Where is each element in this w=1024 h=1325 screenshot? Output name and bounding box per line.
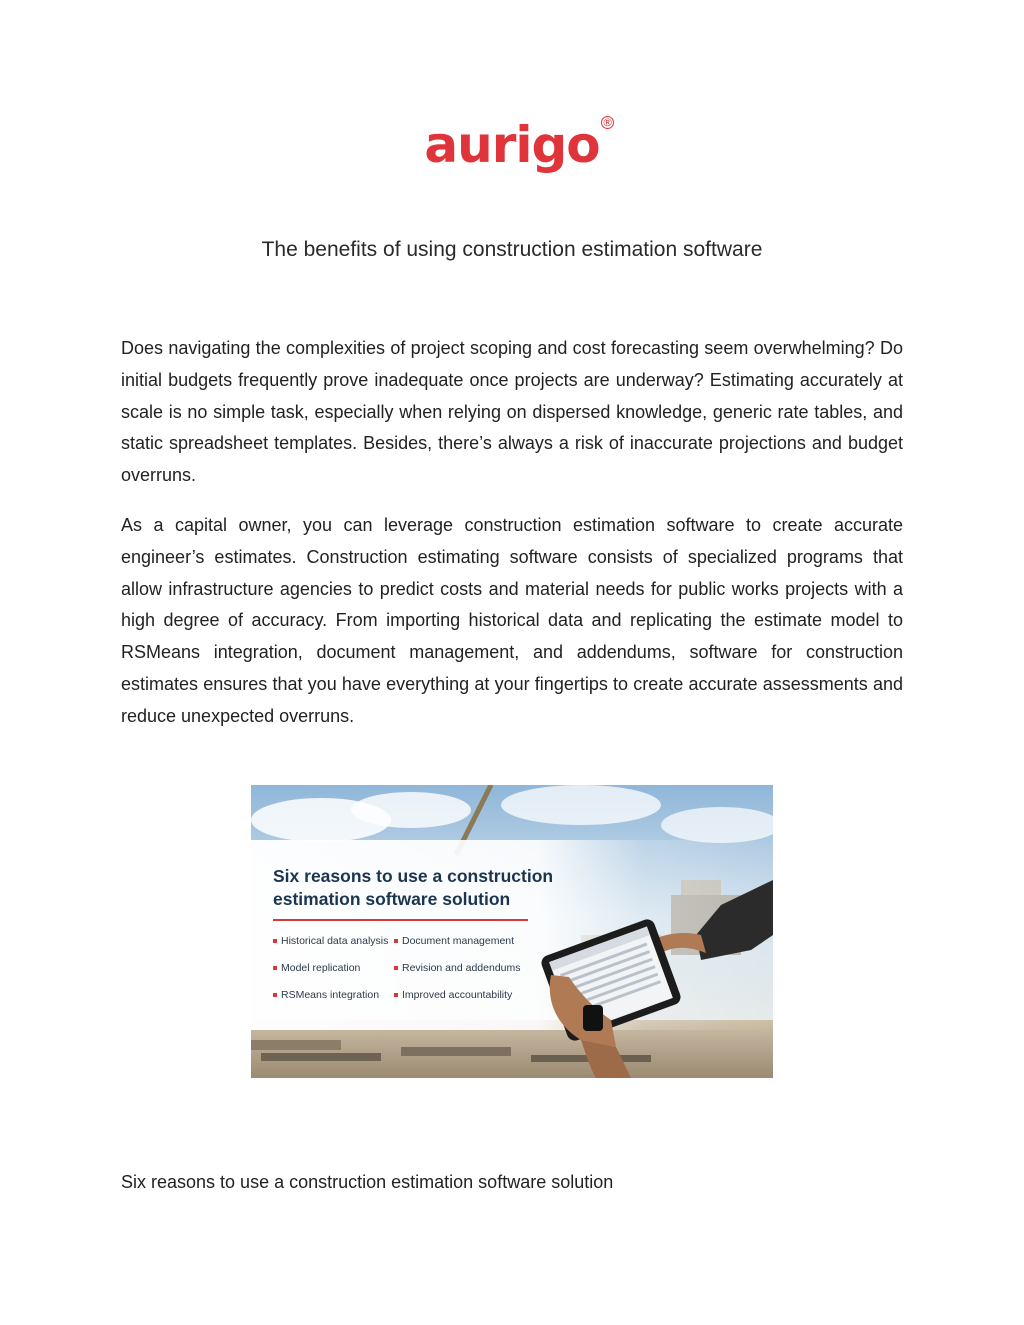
page-title: The benefits of using construction estimation software bbox=[261, 238, 763, 261]
body-paragraph: As a capital owner, you can leverage construction estimation software to create accurate engineer’s estimates. Construction estimating software consists of specialized programs that allow infrastructure agencies to predict costs and material needs for public works projects with a high degree of accuracy. From importing historical data and replicating the estimate model to RSMeans integration, document management, and addendums, software for construction estimates ensures that you have everything at your fingertips to create accurate assessments and reduce unexpected overruns. bbox=[121, 515, 903, 726]
bullet-icon bbox=[273, 966, 277, 970]
bullet-icon bbox=[273, 993, 277, 997]
reason-label: RSMeans integration bbox=[281, 989, 380, 1001]
intro-paragraph: Does navigating the complexities of project scoping and cost forecasting seem overwhelming? Do initial budgets frequently prove inadequate once projects are underway? Estimating accurately at scale is no simple task, especially when relying on dispersed knowledge, generic rate tables, and static spreadsheet templates. Besides, there’s always a risk of inaccurate projections and budget overruns. bbox=[121, 338, 903, 486]
reason-label: Historical data analysis bbox=[281, 935, 389, 947]
bullet-icon bbox=[394, 966, 398, 970]
photo-background bbox=[251, 785, 773, 1078]
reason-label: Improved accountability bbox=[402, 989, 513, 1001]
logo-wordmark bbox=[424, 110, 613, 180]
infographic-image bbox=[251, 785, 773, 1078]
reason-item bbox=[273, 935, 388, 947]
reason-item bbox=[394, 989, 512, 1001]
infographic-title-line-1: Six reasons to use a construction bbox=[273, 866, 554, 886]
infographic-title-line-2: estimation software solution bbox=[273, 889, 511, 909]
brand-logo bbox=[0, 110, 1024, 180]
registered-mark: ® bbox=[602, 116, 613, 129]
reason-label: Revision and addendums bbox=[402, 962, 521, 974]
reason-label: Document management bbox=[402, 935, 515, 947]
reason-item bbox=[273, 962, 360, 974]
reason-item bbox=[394, 962, 521, 974]
reason-item bbox=[394, 935, 514, 947]
infographic-title bbox=[273, 865, 573, 911]
reason-item bbox=[273, 989, 379, 1001]
logo-text: aurigo bbox=[424, 116, 600, 174]
figure-caption: Six reasons to use a construction estimation software solution bbox=[121, 1172, 614, 1192]
reason-label: Model replication bbox=[281, 962, 361, 974]
bullet-icon bbox=[273, 939, 277, 943]
bullet-icon bbox=[394, 993, 398, 997]
infographic-divider bbox=[273, 919, 528, 921]
bullet-icon bbox=[394, 939, 398, 943]
